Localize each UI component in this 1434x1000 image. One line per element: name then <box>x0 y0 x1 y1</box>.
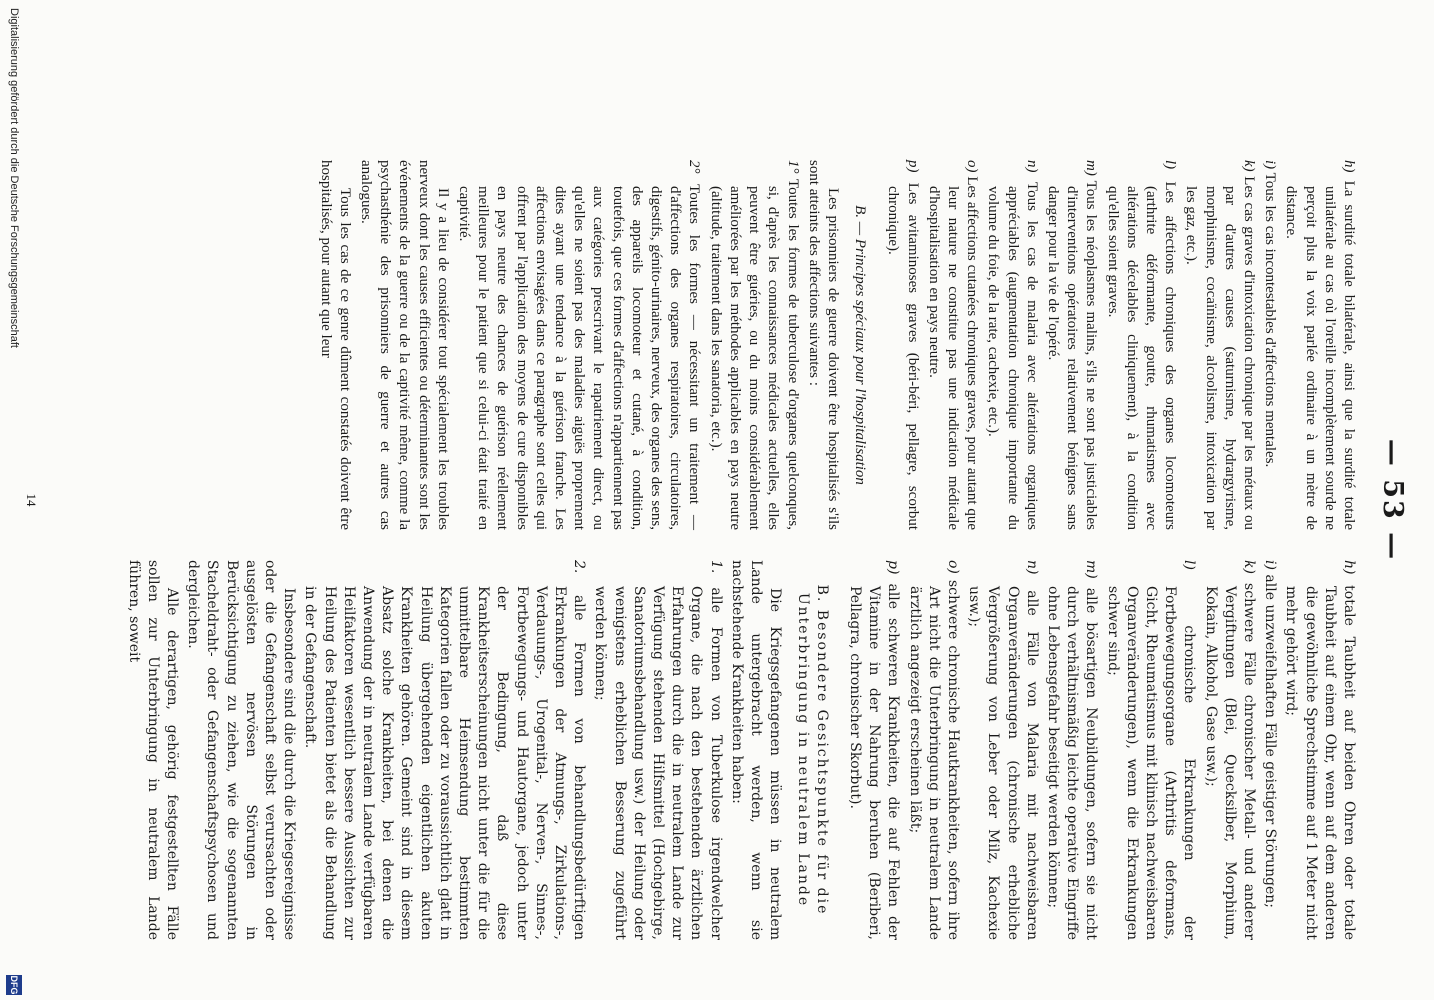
list-item <box>983 160 1041 530</box>
german-paragraph: Insbesondere sind die durch die Kriegsereignisse oder die Gefangenschaft selbst verursachten oder ausgelösten nervösen Störungen in Berücksichtigung zu ziehen, wie die sogenannten Stacheldraht- oder Gefangenschaftspsychosen und dergleichen. <box>185 560 298 940</box>
list-item <box>1260 560 1279 940</box>
digitization-footer <box>2 0 24 1000</box>
item-label: 1. <box>707 560 724 574</box>
list-item <box>1281 160 1358 530</box>
page-number: — 53 — <box>1377 438 1408 562</box>
item-label: p) <box>904 160 921 173</box>
item-text: alle Formen von behandlungsbedürftigen Erkrankungen der Atmungs-, Zirkulations-, Verdauungs-, Urogenital-, Nerven-, Sinnes-, Fortbewegungs- und Hautorgane, jedoch unter der Bedingung, daß diese Krankheitserscheinungen nicht unter die für die unmittelbare Heimsendung bestimmten Kategorien fallen oder zu voraussichtlich glatt in Heilung übergehenden eigentlichen akuten Krankheiten gehören. Gemeint sind in diesem Absatz solche Krankheiten, bei denen die Anwendung der in neutralem Lande verfügbaren Heilfaktoren wesentlich bessere Aussichten zur Heilung des Patienten bietet als die Behandlung in der Gefangenschaft. <box>302 586 588 941</box>
item-label: 1° <box>784 160 801 174</box>
item-text: La surdité totale bilatérale, ainsi que la surdité totale unilatérale au cas où l'oreille incomplètement sourde ne perçoit plus la voix parlée ordinaire à un mètre de distance. <box>1283 180 1357 531</box>
item-text: chronische Erkrankungen der Fortbewegungsorgane (Arthritis deformans, Gicht, Rheumatismus mit klinisch nachweisbaren Organveränderungen), wenn die Erkrankungen schwer sind; <box>1104 586 1198 940</box>
german-section-heading: B. Besondere Gesichtspunkte für die Unterbringung in neutralem Lande <box>794 584 830 916</box>
german-column <box>121 560 1358 940</box>
item-label: o) <box>944 560 961 574</box>
german-intro: Die Kriegsgefangenen müssen in neutralem Lande untergebracht werden, wenn sie nachstehende Krankheiten haben: <box>728 560 784 940</box>
french-paragraph: Tous les cas de ce genre dûment constatés doivent être hospitalisés, pour autant que leur <box>317 160 353 530</box>
list-item <box>300 560 588 940</box>
item-label: h) <box>1341 160 1357 173</box>
list-item <box>1200 560 1258 940</box>
item-text: Toutes les formes — nécessitant un traitement — d'affections des organes respiratoires, circulatoires, digestifs, génito-urinaires, nerveux, des organes des sens, des appareils locomoteur et cutané, à condition, toutefois, que ces formes d'affections n'appartiennent pas aux catégories prescrivant le rapatriement direct, ou qu'elles ne soient pas des maladies aiguës proprement dites ayant une tendance à la guérison franche. Les affections envisagées dans ce paragraphe sont celles qui offrent par l'application des moyens de cure disponibles en pays neutre des chances de guérison réellement meilleures pour le patient que si celui-ci était traité en captivité. <box>456 184 703 530</box>
german-paragraph: Alle derartigen, gehörig festgestellten Fälle sollen zur Unterbringung in neutralem Lande führen, soweit <box>125 560 181 940</box>
list-item <box>1043 560 1101 940</box>
item-label: 2° <box>686 160 703 174</box>
item-text: Tous les néoplasmes malins, s'ils ne sont pas justiciables d'interventions opératoires relativement bénignes sans danger pour la vie de l'opéré. <box>1044 180 1100 530</box>
item-label: l) <box>1162 160 1179 170</box>
french-intro: Les prisonniers de guerre doivent être hospitalisés s'ils sont atteints des affections suivantes : <box>805 160 841 530</box>
item-label: n) <box>1023 160 1040 173</box>
folio: 14 <box>24 493 39 507</box>
footer-credit: Digitalisierung gefördert durch die Deutsche Forschungsgemeinschaft <box>8 8 20 348</box>
list-item <box>904 560 962 940</box>
list-item <box>590 560 724 940</box>
item-label: 2. <box>571 560 588 574</box>
item-text: totale Taubheit auf beiden Ohren oder totale Taubheit auf einem Ohr, wenn auf dem anderen die gewöhnliche Sprechstimme auf 1 Meter nicht mehr gehört wird; <box>1283 585 1357 940</box>
item-text: Tous les cas de malaria avec altérations organiques appréciables (augmentation chronique importante du volume du foie, de la rate, cachexie, etc.). <box>985 182 1040 530</box>
item-label: l) <box>1181 560 1198 570</box>
item-text: alle schweren Krankheiten, die auf Fehlen der Vitamine in der Nahrung beruhen (Beriberi, Pellagra, chronischer Skorbut). <box>846 583 902 940</box>
item-text: alle Fälle von Malaria mit nachweisbaren Organveränderungen (chronische erhebliche Vergrößerung von Leber oder Milz, Kachexie usw.); <box>966 586 1040 940</box>
list-item <box>845 560 903 940</box>
item-label: i) <box>1262 160 1279 170</box>
item-label: h) <box>1341 560 1357 575</box>
list-item <box>1260 160 1279 530</box>
list-item <box>1281 560 1358 940</box>
item-label: m) <box>1083 560 1100 579</box>
german-items-b <box>300 560 724 940</box>
french-items-top <box>883 160 1358 530</box>
item-label: n) <box>1023 560 1040 575</box>
item-text: Les cas graves d'intoxication chronique par les métaux ou par d'autres causes (saturnisme, hydrargyrisme, morphinisme, cocaïnisme, alcoolisme, intoxication par les gaz, etc.). <box>1183 176 1257 530</box>
list-item <box>1181 160 1258 530</box>
item-text: Les affections chroniques des organes locomoteurs (arthrite déformante, goutte, rhumatismes avec altérations décelables cliniquement), à la condition qu'elles soient graves. <box>1104 181 1179 530</box>
list-item <box>924 160 982 530</box>
french-section-heading: B. — Principes spéciaux pour l'hospitalisation <box>852 205 869 485</box>
french-column <box>313 160 1358 530</box>
item-text: schwere chronische Hautkrankheiten, sofern ihre Art nicht die Unterbringung in neutralem Lande ärztlich angezeigt erscheinen läßt; <box>906 579 961 940</box>
french-paragraph: Il y a lieu de considérer tout spécialement les troubles nerveux dont les causes efficientes ou déterminantes sont les événements de la guerre ou de la captivité même, comme la psychasthénie des prisonniers de guerre et autres cas analogues. <box>358 160 451 530</box>
list-item <box>706 160 802 530</box>
list-item <box>1043 160 1101 530</box>
item-text: alle bösartigen Neubildungen, sofern sie nicht durch verhältnismäßig leichte operative Eingriffe ohne Lebensgefahr beseitigt werden können; <box>1044 586 1100 940</box>
item-label: m) <box>1083 160 1100 176</box>
german-items-top <box>845 560 1358 940</box>
item-text: Tous les cas incontestables d'affections mentales. <box>1262 172 1279 468</box>
item-label: k) <box>1240 560 1257 574</box>
list-item <box>964 560 1041 940</box>
item-text: Les affections cutanées chroniques graves, pour autant que leur nature ne constitue pas une indication médicale d'hospitalisation en pays neutre. <box>925 176 981 530</box>
list-item <box>1102 560 1198 940</box>
dfg-logo-icon: DFG <box>6 975 22 995</box>
list-item <box>883 160 921 530</box>
item-label: i) <box>1262 560 1279 570</box>
item-text: alle Formen von Tuberkulose irgendwelcher Organe, die nach den bestehenden ärztlichen Erfahrungen durch die in neutralem Lande zur Verfügung stehenden Hilfsmittel (Hochgebirge, Sanatoriumsbehandlung usw.) der Heilung oder wenigstens erheblichen Besserung zugeführt werden können; <box>592 586 724 940</box>
item-label: p) <box>885 560 902 575</box>
item-text: Les avitaminoses graves (béri-béri, pellagre, scorbut chronique). <box>885 182 921 530</box>
item-text: alle unzweifelhaften Fälle geistiger Störungen; <box>1262 574 1279 909</box>
list-item <box>454 160 704 530</box>
list-item <box>1102 160 1179 530</box>
item-label: k) <box>1240 160 1257 172</box>
french-items-b <box>454 160 802 530</box>
item-text: schwere Fälle chronischer Metall- und anderer Vergiftungen (Blei, Quecksilber, Morphium, Kokain, Alkohol, Gase usw.); <box>1202 583 1257 940</box>
item-text: Toutes les formes de tuberculose d'organes quelconques, si, d'après les connaissances médicales actuelles, elles peuvent être guéries, ou du moins considérablement améliorées par les méthodes applicables en pays neutre (altitude, traitement dans les sanatoria, etc.). <box>707 178 801 530</box>
item-label: o) <box>964 160 981 173</box>
